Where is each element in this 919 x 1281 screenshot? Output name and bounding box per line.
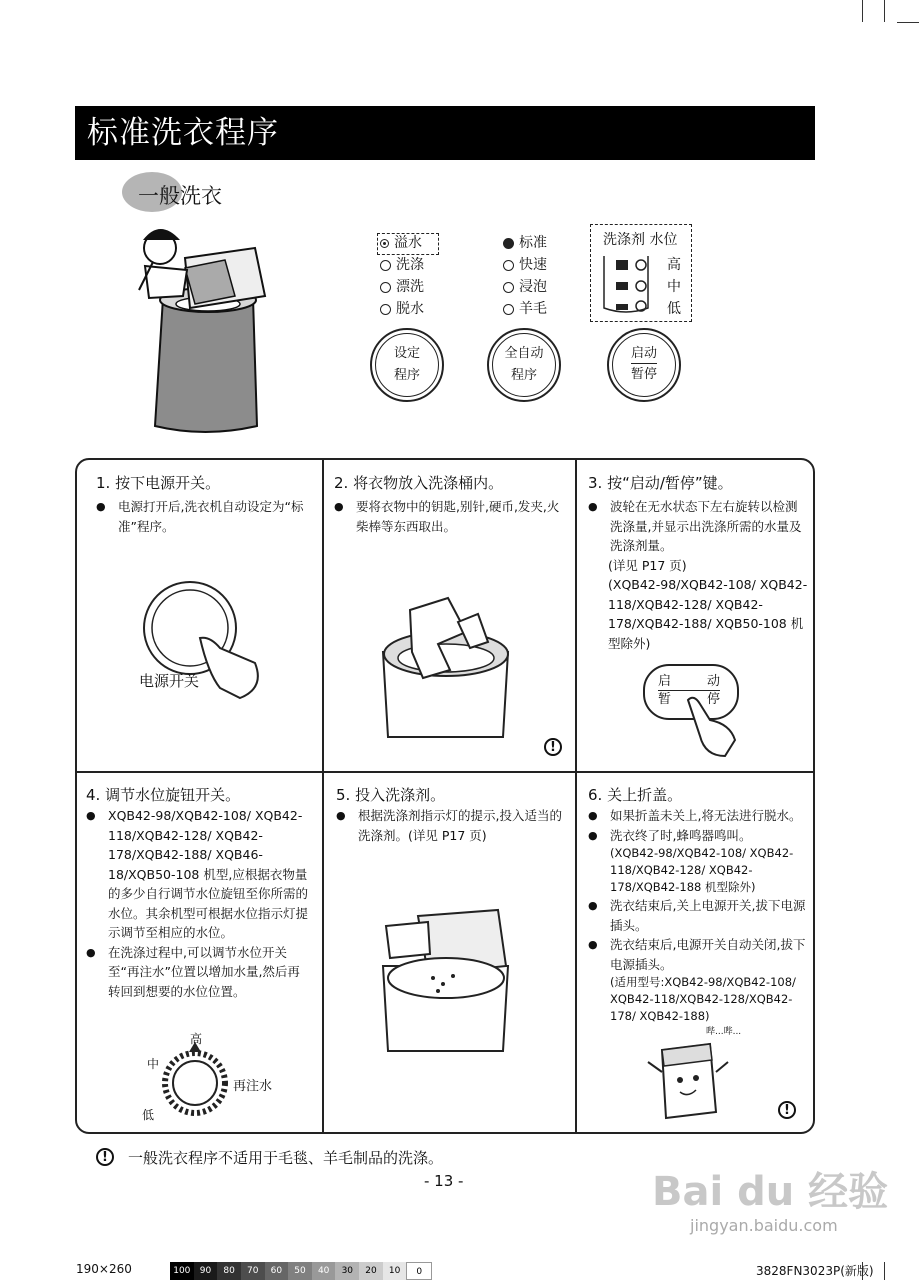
start-pause-button[interactable]: 启 动 暂 停 — [658, 674, 720, 707]
add-detergent-illustration — [378, 896, 518, 1056]
step-4-title: 4. 调节水位旋钮开关。 — [86, 786, 241, 804]
step-6-text: ● 如果折盖未关上,将无法进行脱水。 ● 洗衣终了时,蜂鸣器鸣叫。 (XQB42-98/XQB42-108/ XQB42-118/XQB42-128/ XQB42-178/XQB42-188 机型除外) ● 洗衣结束后,关上电源开关,拔下电源插头。 ● 洗衣结束后,电源开关自动关闭,拔下电源插头。 (适用型号:XQB42-98/XQB42-108/ XQB42-118/XQB42-128/XQB42-178/ XQB42-188) — [588, 806, 810, 1025]
auto-program-knob[interactable]: 全自动 程序 — [487, 328, 561, 402]
dial-mid-label: 中 — [147, 1057, 160, 1071]
step-1-text: ● 电源打开后,洗衣机自动设定为“标准”程序。 — [96, 497, 311, 536]
indicator-header: 洗涤剂 水位 — [603, 232, 678, 248]
page-number: - 13 - — [424, 1172, 464, 1190]
step-5-text: ● 根据洗涤剂指示灯的提示,投入适当的洗涤剂。(详见 P17 页) — [336, 806, 564, 845]
lit-indicator-icon — [503, 238, 514, 249]
start-pause-knob[interactable]: 启动 暂停 — [607, 328, 681, 402]
auto-options: 标准 快速 浸泡 羊毛 — [503, 232, 547, 320]
step-2-text: ● 要将衣物中的钥匙,别针,硬币,发夹,火柴棒等东西取出。 — [334, 497, 562, 536]
indicator-icon — [503, 304, 514, 315]
watermark-logo: Bai du 经验 — [652, 1169, 889, 1215]
watermark-url: jingyan.baidu.com — [690, 1216, 838, 1235]
water-level-dial[interactable] — [155, 1038, 235, 1118]
person-loading-washer-illustration — [125, 218, 285, 438]
subtitle: 一般洗衣 — [138, 184, 222, 208]
footer-note: 一般洗衣程序不适用于毛毯、羊毛制品的洗涤。 — [128, 1149, 444, 1167]
pointing-hand-icon — [680, 690, 740, 760]
warning-icon: ! — [778, 1101, 796, 1119]
step-3-text: ● 波轮在无水状态下左右旋转以检测洗涤量,并显示出洗涤所需的水量及洗涤剂量。 (详见 P17 页) (XQB42-98/XQB42-108/ XQB42-118/XQB42-128/ XQB42-178/XQB42-188/ XQB50-108 机型除外) — [588, 497, 808, 653]
dial-low-label: 低 — [142, 1108, 155, 1122]
indicator-icon — [380, 282, 391, 293]
indicator-icon — [503, 282, 514, 293]
indicator-icon — [503, 260, 514, 271]
washer-character-illustration — [640, 1032, 730, 1122]
clothes-in-tub-illustration — [378, 592, 518, 742]
detergent-level-icons — [598, 250, 658, 318]
program-options: 溢水 洗涤 漂洗 脱水 — [380, 232, 424, 320]
doc-code: 3828FN3023P(新版) — [756, 1264, 874, 1278]
water-level-labels: 高 中 低 — [667, 257, 681, 317]
step-6-title: 6. 关上折盖。 — [588, 786, 683, 804]
indicator-icon — [380, 304, 391, 315]
dial-refill-label: 再注水 — [233, 1079, 273, 1094]
step-5-title: 5. 投入洗涤剂。 — [336, 786, 446, 804]
page-title: 标准洗衣程序 — [75, 106, 815, 160]
dial-high-label: 高 — [190, 1032, 203, 1046]
power-switch-label: 电源开关 — [139, 672, 200, 690]
warning-icon: ! — [96, 1148, 114, 1166]
indicator-icon — [380, 260, 391, 271]
step-4-text: ● XQB42-98/XQB42-108/ XQB42-118/XQB42-128/ XQB42-178/XQB42-188/ XQB46-18/XQB50-108 机型,应根据衣物量的多少自行调节水位旋钮至你所需的水位。其余机型可根据水位指示灯提示调节至相应的水位。 ● 在洗涤过程中,可以调节水位开关至“再注水”位置以增加水量,然后再转回到想要的水位位置。 — [86, 806, 312, 1001]
step-3-title: 3. 按“启动/暂停”键。 — [588, 474, 733, 492]
grayscale-bar: 100 90 80 70 60 50 40 30 20 10 0 — [170, 1262, 432, 1280]
program-set-knob[interactable]: 设定 程序 — [370, 328, 444, 402]
step-1-title: 1. 按下电源开关。 — [96, 474, 221, 492]
warning-icon: ! — [544, 738, 562, 756]
paper-size: 190×260 — [76, 1262, 132, 1276]
beep-text: 哔...哔... — [706, 1027, 742, 1037]
selected-indicator-icon — [380, 239, 389, 248]
step-2-title: 2. 将衣物放入洗涤桶内。 — [334, 474, 504, 492]
